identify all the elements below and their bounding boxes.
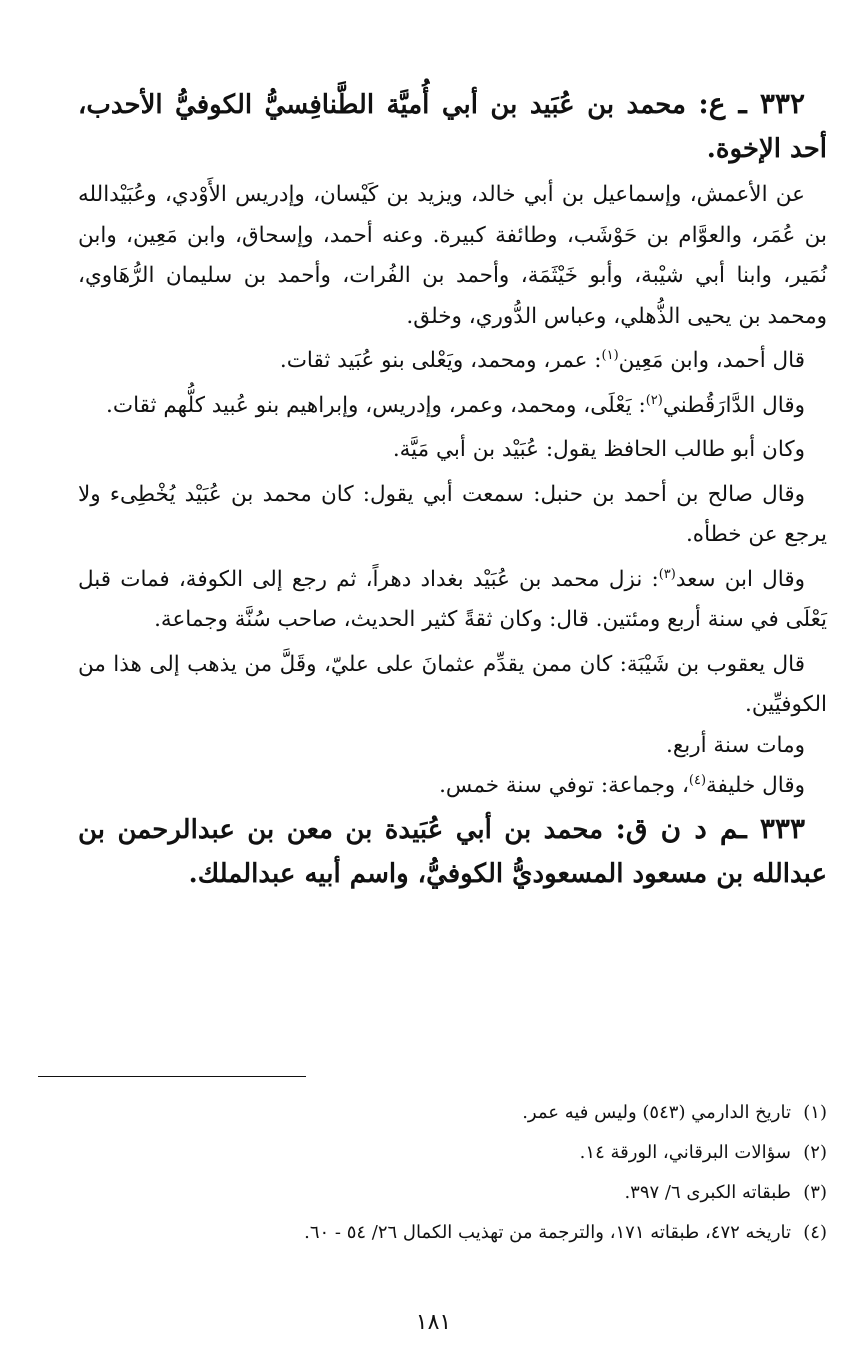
entry-heading bbox=[78, 807, 827, 896]
quote-paragraph: وقال صالح بن أحمد بن حنبل: سمعت أبي يقول: كان محمد بن عُبَيْد يُخْطِىء ولا يرجع عن خطأه. bbox=[78, 481, 827, 547]
quote-paragraph: وقال الدَّارَقُطني$^{(٢)}$: يَعْلَى، ومحمد، وعمر، وإدريس، وإبراهيم بنو عُبيد كلُّهم ثقات. bbox=[106, 392, 805, 418]
footnote: (٤)تاريخه ٤٧٢، طبقاته ١٧١، والترجمة من تهذيب الكمال ٢٦/ ٥٤ - ٦٠. bbox=[304, 1222, 827, 1243]
quote-paragraph: وقال خليفة$^{(٤)}$، وجماعة: توفي سنة خمس. bbox=[439, 772, 805, 798]
entry-number: ٣٣٣ ـم د ن ق: bbox=[615, 811, 805, 845]
footnote: (٣)طبقاته الكبرى ٦/ ٣٩٧. bbox=[624, 1182, 827, 1203]
quote-paragraph: قال أحمد، وابن مَعِين$^{(١)}$: عمر، ومحمد، ويَعْلى بنو عُبَيد ثقات. bbox=[279, 347, 805, 373]
footnote-divider bbox=[38, 1076, 306, 1077]
footnotes bbox=[40, 1096, 827, 1256]
entry-title: محمد بن أبي عُبَيدة بن معن بن عبدالرحمن بن عبدالله بن مسعود المسعوديُّ الكوفيُّ، واسم أبيه عبدالملك. bbox=[78, 814, 827, 889]
entry-heading bbox=[78, 82, 827, 171]
page-number: ١٨١ bbox=[415, 1310, 452, 1335]
quote-paragraph: وكان أبو طالب الحافظ يقول: عُبَيْد بن أبي مَيَّة. bbox=[392, 437, 805, 462]
quote-paragraph: قال يعقوب بن شَيْبَة: كان ممن يقدِّم عثمانَ على عليّ، وقَلَّ من يذهب إلى هذا من الكوفيِّين. bbox=[78, 651, 827, 717]
quote-paragraph: ومات سنة أربع. bbox=[665, 732, 805, 758]
footnote: (١)تاريخ الدارمي (٥٤٣) وليس فيه عمر. bbox=[522, 1102, 827, 1123]
footnote-ref: (٤) bbox=[688, 772, 707, 788]
quote-paragraph: وقال ابن سعد$^{(٣)}$: نزل محمد بن عُبَيْد بغداد دهراً، ثم رجع إلى الكوفة، فمات قبل يَعْلَى في سنة أربع ومئتين. قال: وكان ثقةً كثير الحديث، صاحب سُنَّة وجماعة. bbox=[78, 566, 827, 632]
entry-title: محمد بن عُبَيد بن أبي أُميَّة الطَّنافِسيُّ الكوفيُّ الأحدب، أحد الإخوة. bbox=[78, 90, 827, 164]
footnote-ref: (٢) bbox=[645, 392, 663, 408]
footnote-ref: (٣) bbox=[658, 566, 676, 582]
footnote: (٢)سؤالات البرقاني، الورقة ١٤. bbox=[579, 1142, 827, 1163]
narrators-paragraph: عن الأعمش، وإسماعيل بن أبي خالد، ويزيد بن كَيْسان، وإدريس الأَوْدي، وعُبَيْدالله بن عُمَر، والعوَّام بن حَوْشَب، وطائفة كبيرة. وعنه أحمد، وإسحاق، وابن مَعِين، وابن نُمَير، وابنا أبي شيْبة، وأبو خَيْثَمَة، وأحمد بن الفُرات، وأحمد بن سليمان الرُّهَاوي، ومحمد بن يحيى الذُّهلي، وعباس الدُّوري، وخلق. bbox=[78, 182, 827, 329]
entry-number: ٣٣٢ ـ ع: bbox=[698, 87, 805, 120]
footnote-ref: (١) bbox=[601, 347, 619, 363]
